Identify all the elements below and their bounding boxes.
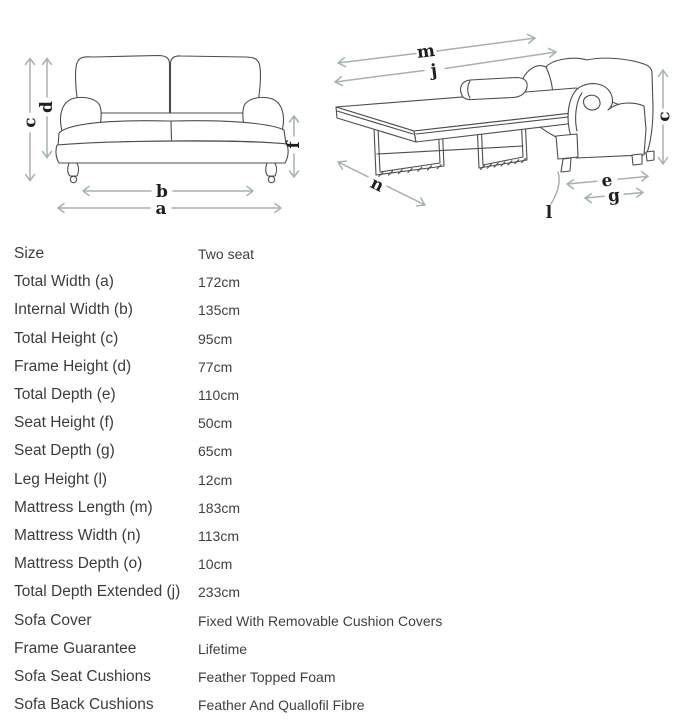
spec-row <box>0 522 682 550</box>
spec-label: Frame Guarantee <box>14 639 137 657</box>
dim-arrow-g <box>585 186 643 207</box>
spec-label: Total Width (a) <box>14 273 114 291</box>
spec-row <box>0 268 682 296</box>
mechanism-foot <box>561 158 571 172</box>
mechanism-leg-block <box>556 134 578 159</box>
spec-value: 10cm <box>198 556 233 573</box>
dim-arrow-c-bed <box>655 70 675 164</box>
dimension-diagrams <box>0 0 682 240</box>
spec-label: Total Height (c) <box>14 329 119 347</box>
spec-value: 95cm <box>198 330 233 347</box>
dim-arrow-d <box>37 59 57 158</box>
spec-label: Internal Width (b) <box>14 301 133 319</box>
spec-row <box>0 578 682 606</box>
spec-row <box>0 409 682 437</box>
dim-label-a: a <box>155 199 167 219</box>
bed-leg-brace <box>377 146 523 154</box>
spec-label: Mattress Depth (o) <box>14 555 143 573</box>
spec-value: 183cm <box>198 499 241 516</box>
spec-label: Mattress Length (m) <box>14 498 153 516</box>
dim-label-e: e <box>600 170 614 192</box>
dim-label-d: d <box>37 101 57 113</box>
spec-row <box>0 325 682 353</box>
dim-label-c: c <box>20 117 41 128</box>
spec-row <box>0 494 682 522</box>
spec-label: Mattress Width (n) <box>14 526 141 544</box>
dim-label-n: n <box>367 173 387 197</box>
spec-value: Feather And Quallofil Fibre <box>198 697 365 714</box>
bolster-cushion <box>461 78 528 100</box>
spec-row <box>0 635 682 663</box>
spec-row <box>0 466 682 494</box>
dim-arrow-n <box>338 161 425 206</box>
sofa-front-drawing <box>56 56 288 183</box>
spec-label: Sofa Cover <box>14 611 92 629</box>
dim-label-m: m <box>415 40 437 64</box>
spec-label: Sofa Seat Cushions <box>14 667 152 685</box>
spec-value: 77cm <box>198 358 233 375</box>
dim-pointer-l <box>546 172 559 223</box>
spec-row <box>0 296 682 324</box>
spec-value: Two seat <box>198 246 255 263</box>
dim-arrow-c <box>21 59 41 181</box>
spec-label: Leg Height (l) <box>14 470 108 488</box>
leg-right <box>266 163 277 176</box>
spec-label: Seat Depth (g) <box>14 442 115 460</box>
spec-value: 113cm <box>198 527 239 544</box>
spec-row <box>0 550 682 578</box>
spec-value: Feather Topped Foam <box>198 668 336 685</box>
dim-arrow-m <box>338 34 535 66</box>
spec-row <box>0 437 682 465</box>
spec-row <box>0 353 682 381</box>
spec-value: Fixed With Removable Cushion Covers <box>198 612 443 629</box>
spec-label: Size <box>14 245 45 263</box>
seat-seam <box>171 121 172 140</box>
dim-label-f: f <box>284 141 304 149</box>
spec-label: Frame Height (d) <box>14 357 132 375</box>
spec-row <box>0 240 682 268</box>
leg-left <box>68 163 79 176</box>
sofa-front-diagram <box>0 0 330 240</box>
spec-value: 65cm <box>198 443 233 460</box>
dim-arrow-f <box>284 116 304 177</box>
caster-right <box>268 176 274 182</box>
spec-label: Total Depth Extended (j) <box>14 583 181 601</box>
dim-arrow-b <box>83 182 253 202</box>
spec-value: 135cm <box>198 302 241 319</box>
spec-value: 50cm <box>198 415 233 432</box>
sofabed-leg-back-2 <box>646 151 654 161</box>
sofabed-leg-back-1 <box>632 154 642 165</box>
spec-label: Sofa Back Cushions <box>14 696 154 714</box>
sofa-bed-diagram <box>330 0 682 240</box>
dim-label-g: g <box>607 185 621 207</box>
sofa-base <box>56 141 288 163</box>
spec-row <box>0 691 682 719</box>
dim-label-l: l <box>545 203 553 223</box>
spec-value: 233cm <box>198 584 241 601</box>
spec-row <box>0 381 682 409</box>
spec-value: 110cm <box>198 387 239 404</box>
spec-label: Total Depth (e) <box>14 386 116 404</box>
dim-label-j: j <box>429 60 439 82</box>
spec-table <box>0 240 682 719</box>
spec-value: Lifetime <box>198 640 248 657</box>
dim-arrow-a <box>58 199 281 219</box>
spec-row <box>0 606 682 634</box>
caster-left <box>70 176 76 182</box>
spec-row <box>0 663 682 691</box>
spec-label: Seat Height (f) <box>14 414 114 432</box>
spec-value: 12cm <box>198 471 233 488</box>
dim-label-b: b <box>156 182 168 202</box>
dim-label-c-bed: c <box>654 111 675 122</box>
leg-pointer-curve <box>551 172 559 204</box>
spec-value: 172cm <box>198 274 241 291</box>
